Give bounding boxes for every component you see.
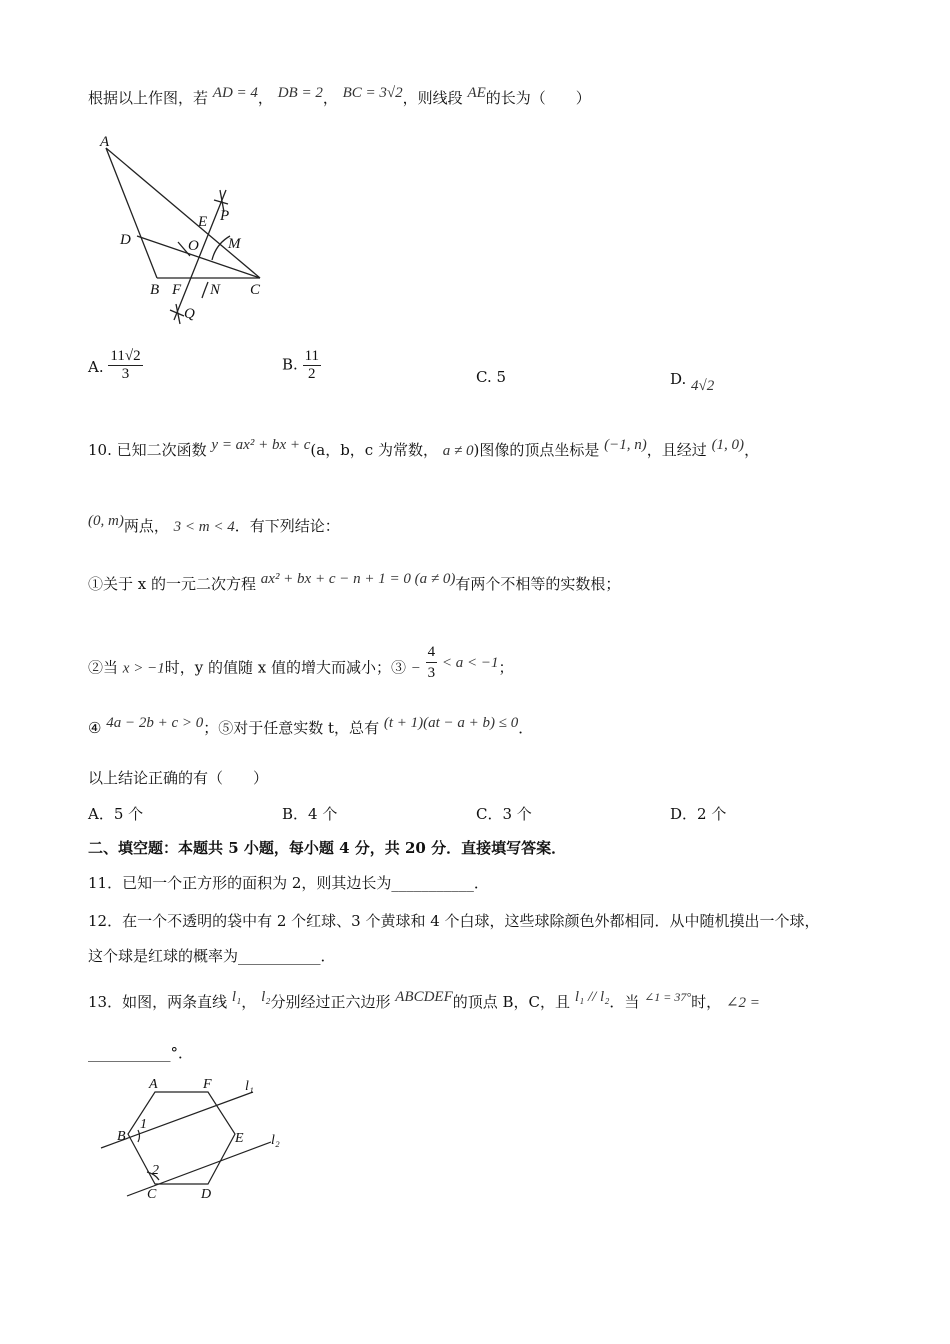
- q9-option-c[interactable]: C. 5: [476, 368, 507, 386]
- q10-option-a[interactable]: A．5 个: [88, 805, 144, 823]
- label-l2: l₂: [271, 1133, 280, 1148]
- q9-option-b[interactable]: B. $\frac{11}{2}$: [282, 348, 320, 382]
- label-l1: l₁: [245, 1079, 254, 1094]
- q10-stem-line2: (0, m)两点， 3 < m < 4．有下列结论：: [88, 513, 340, 535]
- label-c: C: [147, 1187, 157, 1202]
- eq-db: DB = 2: [277, 85, 323, 101]
- q10-option-b[interactable]: B．4 个: [282, 805, 338, 823]
- q9-stem: 根据以上作图，若 AD = 4， DB = 2， BC = 3√2，则线段 AE的长为（ ）: [88, 85, 591, 107]
- label-f: F: [203, 1077, 212, 1092]
- q11: 11．已知一个正方形的面积为 2，则其边长为___________．: [88, 874, 489, 892]
- q12-line1: 12．在一个不透明的袋中有 2 个红球、3 个黄球和 4 个白球，这些球除颜色外都相同．从中随机摸出一个球，: [88, 912, 820, 930]
- q10-option-d[interactable]: D．2 个: [670, 805, 727, 823]
- label-d: D: [120, 232, 131, 248]
- q10-conclusion-1: ①关于 x 的一元二次方程 ax² + bx + c − n + 1 = 0 (a ≠ 0)有两个不相等的实数根；: [88, 571, 621, 593]
- label-a: A: [149, 1077, 158, 1092]
- label-1: 1: [140, 1117, 147, 1132]
- section-heading: 二、填空题：本题共 5 小题，每小题 4 分，共 20 分．直接填写答案．: [88, 839, 567, 857]
- label-2: 2: [152, 1163, 159, 1178]
- q10-option-c[interactable]: C．3 个: [476, 805, 532, 823]
- q10-stem-line1: 10. 已知二次函数 y = ax² + bx + c(a，b，c 为常数， a ≠ 0)图像的顶点坐标是 (−1, n)，且经过 (1, 0)，: [88, 437, 760, 459]
- label-p: P: [220, 208, 230, 224]
- q13-figure: [95, 1072, 295, 1204]
- segment-ab: [106, 148, 157, 278]
- q13-stem: 13．如图，两条直线 l₁， l₂分别经过正六边形 ABCDEF的顶点 B，C，且 l₁ // l₂．当 $^{\angle 1 = 37^\circ}$时， ∠2 =: [88, 989, 760, 1011]
- line-pq: [174, 190, 226, 320]
- label-c: C: [250, 282, 261, 298]
- label-d: D: [201, 1187, 212, 1202]
- q9-option-a[interactable]: A. $\frac{11√2}{3}$: [88, 348, 141, 382]
- q10-ask: 以上结论正确的有（ ）: [88, 769, 269, 787]
- hexagon: [128, 1092, 235, 1184]
- label-q: Q: [184, 306, 195, 322]
- q10-conclusion-2-3: ②当 x > −1时，y 的值随 x 值的增大而减小；③ − $\frac{4}{3}$ < a < −1；: [88, 644, 514, 681]
- q10-conclusion-4-5: ④ 4a − 2b + c > 0；⑤对于任意实数 t，总有 (t + 1)(at − a + b) ≤ 0．: [88, 715, 534, 737]
- eq-ae: AE: [467, 85, 486, 101]
- q9-option-d[interactable]: D. 4√2: [670, 370, 715, 394]
- label-f: F: [172, 282, 182, 298]
- eq-bc: BC = 3√2: [342, 85, 403, 101]
- label-o: O: [188, 238, 199, 254]
- label-e: E: [235, 1131, 244, 1146]
- label-a: A: [100, 134, 110, 150]
- segment-ac: [106, 148, 260, 278]
- label-e: E: [198, 214, 208, 230]
- eq-ad: AD = 4: [212, 85, 258, 101]
- label-b: B: [117, 1129, 126, 1144]
- label-m: M: [228, 236, 241, 252]
- q13-blank: ___________°．: [88, 1044, 194, 1062]
- q12-line2: 这个球是红球的概率为___________．: [88, 947, 336, 965]
- label-n: N: [210, 282, 221, 298]
- q9-figure: [90, 132, 280, 332]
- label-b: B: [150, 282, 160, 298]
